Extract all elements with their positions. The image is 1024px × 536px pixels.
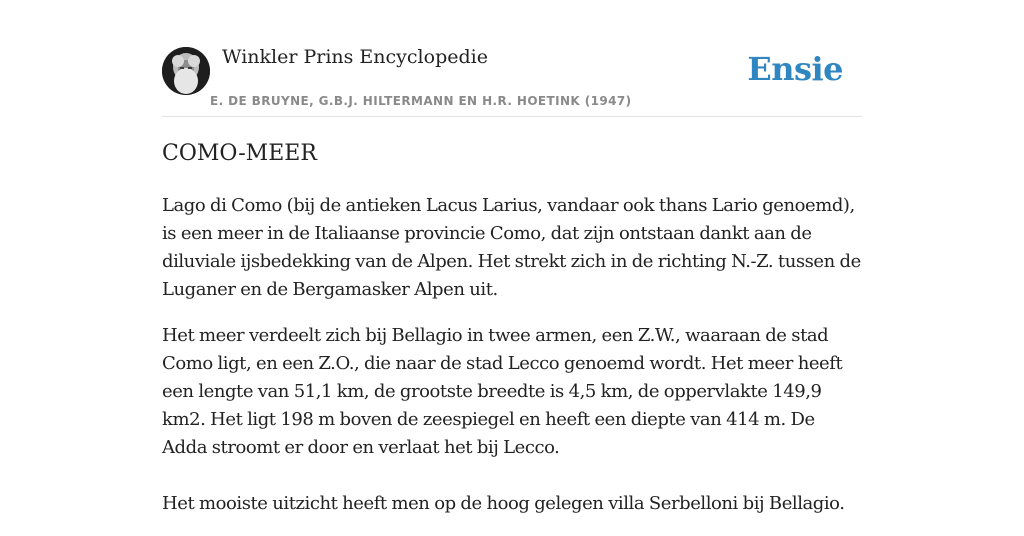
authors: E. DE BRUYNE, G.B.J. HILTERMANN EN H.R. HOETINK (1947) bbox=[210, 94, 632, 108]
book-title[interactable]: Winkler Prins Encyclopedie bbox=[222, 46, 488, 68]
avatar[interactable] bbox=[162, 47, 210, 95]
paragraph: Het meer verdeelt zich bij Bellagio in twee armen, een Z.W., waaraan de stad Como ligt, en een Z.O., die naar de stad Lecco genoemd wordt. Het meer heeft een lengte van 51,1 km, de grootste breedte is 4,5 km, de oppervlakte 149,9 km2. Het ligt 198 m boven de zeespiegel en heeft een diepte van 414 m. De Adda stroomt er door en verlaat het bij Lecco. bbox=[162, 325, 843, 458]
brand-logo[interactable]: Ensie bbox=[747, 50, 843, 88]
paragraph: Lago di Como (bij de antieken Lacus Larius, vandaar ook thans Lario genoemd), is een meer in de Italiaanse provincie Como, dat zijn ontstaan dankt aan de diluviale ijsbedekking van de Alpen. Het strekt zich in de richting N.-Z. tussen de Luganer en de Bergamasker Alpen uit. bbox=[162, 195, 861, 300]
page bbox=[162, 0, 862, 514]
entry-body bbox=[162, 192, 862, 536]
paragraph: Het mooiste uitzicht heeft men op de hoog gelegen villa Serbelloni bij Bellagio. bbox=[162, 493, 845, 514]
bearded-man-portrait-icon bbox=[162, 47, 210, 95]
entry-title: COMO-MEER bbox=[162, 141, 317, 166]
header bbox=[162, 0, 862, 117]
